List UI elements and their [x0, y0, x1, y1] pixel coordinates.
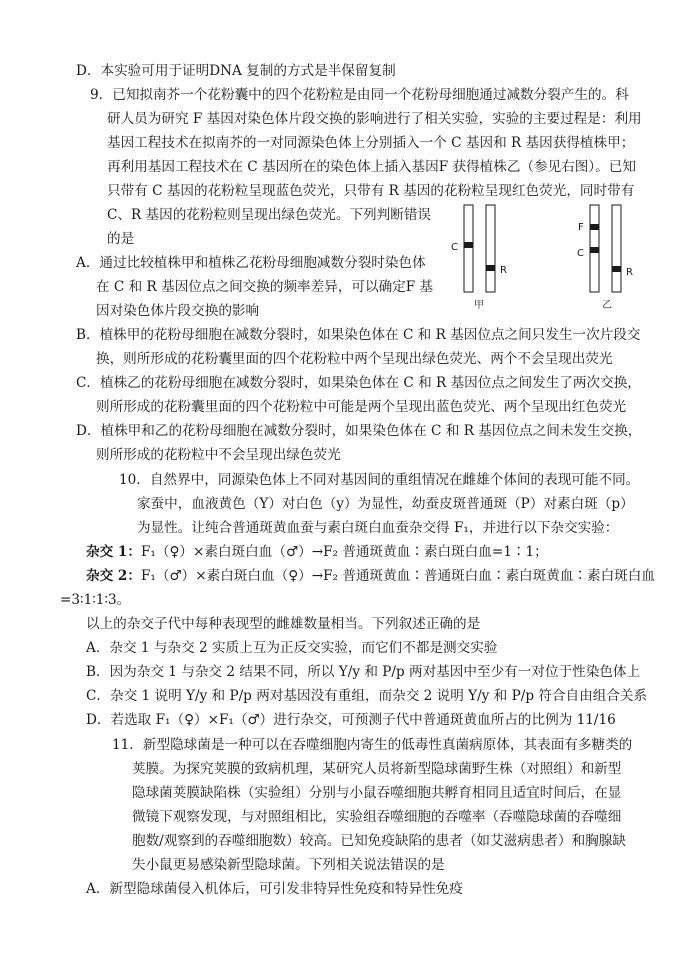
q9-stem-line: 基因工程技术在拟南芥的一对同源染色体上分别插入一个 C 基因和 R 基因获得植株甲；: [107, 135, 635, 151]
q10-option-d: D．若选取 F₁（♀）×F₁（♂）进行杂交，可预测子代中普通斑黄血所占的比例为 11/16: [86, 712, 616, 728]
q11-stem-line: 隐球菌荚膜缺陷株（实验组）分别与小鼠吞噬细胞共孵育相同且适宜时间后，在显: [132, 785, 622, 801]
q10-option-c: C．杂交 1 说明 Y/y 和 P/p 两对基因没有重组，而杂交 2 说明 Y/y 和 P/p 符合自由组合关系: [86, 688, 648, 704]
q10-option-b: B．因为杂交 1 与杂交 2 结果不同，所以 Y/y 和 P/p 两对基因中至少有一对位于性染色体上: [86, 664, 641, 680]
q8-option-d: D．本实验可用于证明DNA 复制的方式是半保留复制: [76, 63, 396, 79]
gene-r-band-yi: [612, 266, 621, 272]
q9-stem-line: 9．已知拟南芥一个花粉囊中的四个花粉粒是由同一个花粉母细胞通过减数分裂产生的。科: [90, 87, 629, 103]
gene-c-band-jia: [464, 242, 473, 248]
gene-r-label-jia: R: [500, 265, 507, 276]
q9-option-d: 则所形成的花粉粒中不会呈现出绿色荧光: [96, 447, 341, 463]
q9-stem-line: 研人员为研究 F 基因对染色体片段交换的影响进行了相关实验，实验的主要过程是：利用: [107, 111, 642, 127]
cross-1-text: F₁（♀）×素白斑白血（♂）→F₂ 普通斑黄血∶素白斑白血=1∶1；: [140, 544, 548, 560]
q9-option-a: 因对染色体片段交换的影响: [96, 303, 260, 319]
q9-option-b: 换，则所形成的花粉囊里面的四个花粉粒中两个呈现出绿色荧光、两个不会呈现出荧光: [96, 351, 613, 367]
q10-stem-line: 家蚕中，血液黄色（Y）对白色（y）为显性，幼蚕皮斑普通斑（P）对素白斑（p）: [137, 496, 634, 512]
gene-c-band-yi: [590, 247, 599, 253]
q11-stem-line: 微镜下观察发现，与对照组相比，实验组吞噬细胞的吞噬率（吞噬隐球菌的吞噬细: [132, 809, 622, 825]
q10-cross-2: [86, 567, 655, 585]
plant-jia-label: 甲: [474, 300, 484, 311]
q11-option-a: A．新型隐球菌侵入机体后，可引发非特异性免疫和特异性免疫: [86, 881, 463, 897]
q11-stem-line: 胞数/观察到的吞噬细胞数）较高。已知免疫缺陷的患者（如艾滋病患者）和胸腺缺: [132, 833, 626, 849]
plant-yi-label: 乙: [602, 300, 612, 311]
q10-question: 以上的杂交子代中每种表现型的雌雄数量相当。下列叙述正确的是: [86, 616, 481, 632]
chromosome-jia-right: [486, 205, 495, 292]
q9-option-a: A．通过比较植株甲和植株乙花粉母细胞减数分裂时染色体: [76, 255, 426, 271]
cross-2-label: 杂交 2：: [86, 568, 141, 584]
q11-stem-line: 荚膜。为探究荚膜的致病机理，某研究人员将新型隐球菌野生株（对照组）和新型: [132, 761, 622, 777]
chromosome-figure: [440, 200, 650, 315]
gene-r-label-yi: R: [626, 267, 633, 278]
q10-cross-2-cont: =3∶1∶1∶3。: [60, 592, 131, 608]
gene-f-label-yi: F: [578, 222, 584, 233]
q9-option-b: B．植株甲的花粉母细胞在减数分裂时，如果染色体在 C 和 R 基因位点之间只发生一次片段交: [76, 327, 641, 343]
gene-c-label-yi: C: [577, 248, 584, 259]
q10-stem-line: 10．自然界中，同源染色体上不同对基因间的重组情况在雌雄个体间的表现可能不同。: [119, 472, 640, 488]
q10-stem-line: 为显性。让纯合普通斑黄血蚕与素白斑白血蚕杂交得 F₁，并进行以下杂交实验：: [137, 520, 619, 536]
chromosome-jia-left: [464, 205, 473, 292]
q9-option-c: 则所形成的花粉囊里面的四个花粉粒中可能是两个呈现出蓝色荧光、两个呈现出红色荧光: [96, 399, 627, 415]
q10-option-a: A．杂交 1 与杂交 2 实质上互为正反交实验，而它们不都是测交实验: [86, 640, 498, 656]
q9-stem-line: 再利用基因工程技术在 C 基因所在的染色体上插入基因F 获得植株乙（参见右图）。已知: [107, 159, 636, 175]
q11-stem-line: 失小鼠更易感染新型隐球菌。下列相关说法错误的是: [132, 857, 445, 873]
q9-option-c: C．植株乙的花粉母细胞在减数分裂时，如果染色体在 C 和 R 基因位点之间发生了两次交换，: [76, 375, 641, 391]
cross-1-label: 杂交 1：: [86, 544, 141, 560]
q10-cross-1: [86, 543, 548, 561]
gene-c-label-jia: C: [451, 242, 458, 253]
chromosome-yi-right: [612, 205, 621, 292]
q9-stem-line: C、R 基因的花粉粒则呈现出绿色荧光。下列判断错误: [107, 207, 432, 223]
q11-stem-line: 11．新型隐球菌是一种可以在吞噬细胞内寄生的低毒性真菌病原体，其表面有多糖类的: [112, 737, 633, 753]
cross-2-text: F₁（♂）×素白斑白血（♀）→F₂ 普通斑黄血∶普通斑白血∶素白斑黄血∶素白斑白血: [140, 568, 655, 584]
q9-stem-line: 只带有 C 基因的花粉粒呈现蓝色荧光，只带有 R 基因的花粉粒呈现红色荧光，同时带有: [107, 183, 635, 199]
gene-r-band-jia: [486, 265, 495, 271]
q9-stem-line: 的是: [107, 231, 135, 247]
gene-f-band-yi: [590, 224, 599, 230]
q9-option-d: D．植株甲和乙的花粉母细胞在减数分裂时，如果染色体在 C 和 R 基因位点之间未发生交换，: [76, 423, 642, 439]
q9-option-a: 在 C 和 R 基因位点之间交换的频率差异，可以确定F 基: [96, 279, 434, 295]
